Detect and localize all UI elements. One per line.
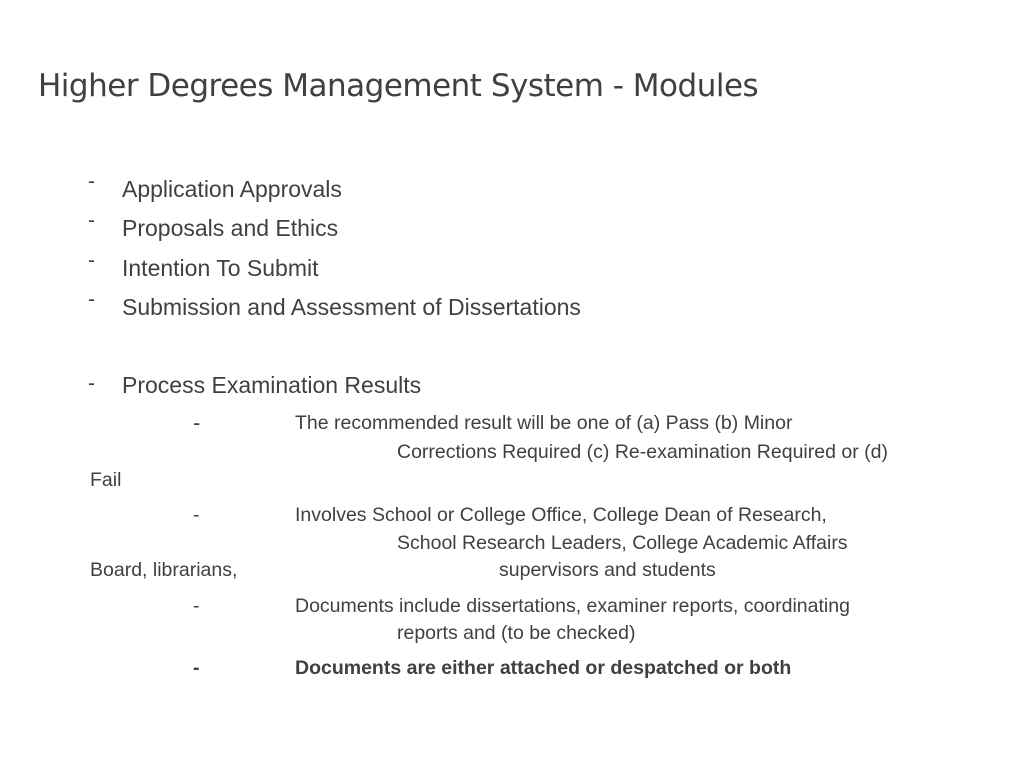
slide-title: Higher Degrees Management System - Modules [38, 68, 759, 104]
bullet-text: Submission and Assessment of Dissertations [122, 294, 581, 320]
sub-bullet-involves [0, 504, 1024, 584]
sub-bullet-line: reports and (to be checked) [397, 622, 636, 644]
bullet-marker: - [88, 372, 95, 395]
sub-bullet-line: Corrections Required (c) Re-examination Required or (d) [397, 441, 888, 463]
bullet-marker: - [88, 209, 95, 232]
sub-bullet-documents-attached [0, 657, 1024, 687]
sub-bullet-marker: - [193, 504, 200, 526]
sub-bullet-marker: - [193, 410, 201, 435]
sub-bullet-line: supervisors and students [499, 559, 716, 581]
sub-bullet-line: Fail [90, 469, 122, 491]
sub-bullet-line: The recommended result will be one of (a) Pass (b) Minor [295, 412, 793, 434]
sub-bullet-marker: - [193, 595, 200, 617]
sub-bullet-recommended-result [0, 412, 1024, 492]
bullet-text: Process Examination Results [122, 372, 422, 398]
sub-bullet-line: Board, librarians, [90, 559, 238, 581]
sub-bullet-line: School Research Leaders, College Academic Affairs [397, 532, 848, 554]
sub-bullet-line: Documents include dissertations, examiner reports, coordinating [295, 595, 850, 617]
bullet-text: Intention To Submit [122, 255, 319, 281]
sub-bullet-line: Involves School or College Office, College Dean of Research, [295, 504, 827, 526]
bullet-marker: - [88, 249, 95, 272]
bullet-marker: - [88, 170, 95, 193]
sub-bullet-marker: - [193, 657, 200, 679]
bullet-marker: - [88, 288, 95, 311]
sub-bullet-line: Documents are either attached or despatched or both [295, 657, 792, 679]
bullet-text: Proposals and Ethics [122, 215, 339, 241]
sub-bullet-documents-include [0, 595, 1024, 650]
bullet-text: Application Approvals [122, 176, 342, 202]
